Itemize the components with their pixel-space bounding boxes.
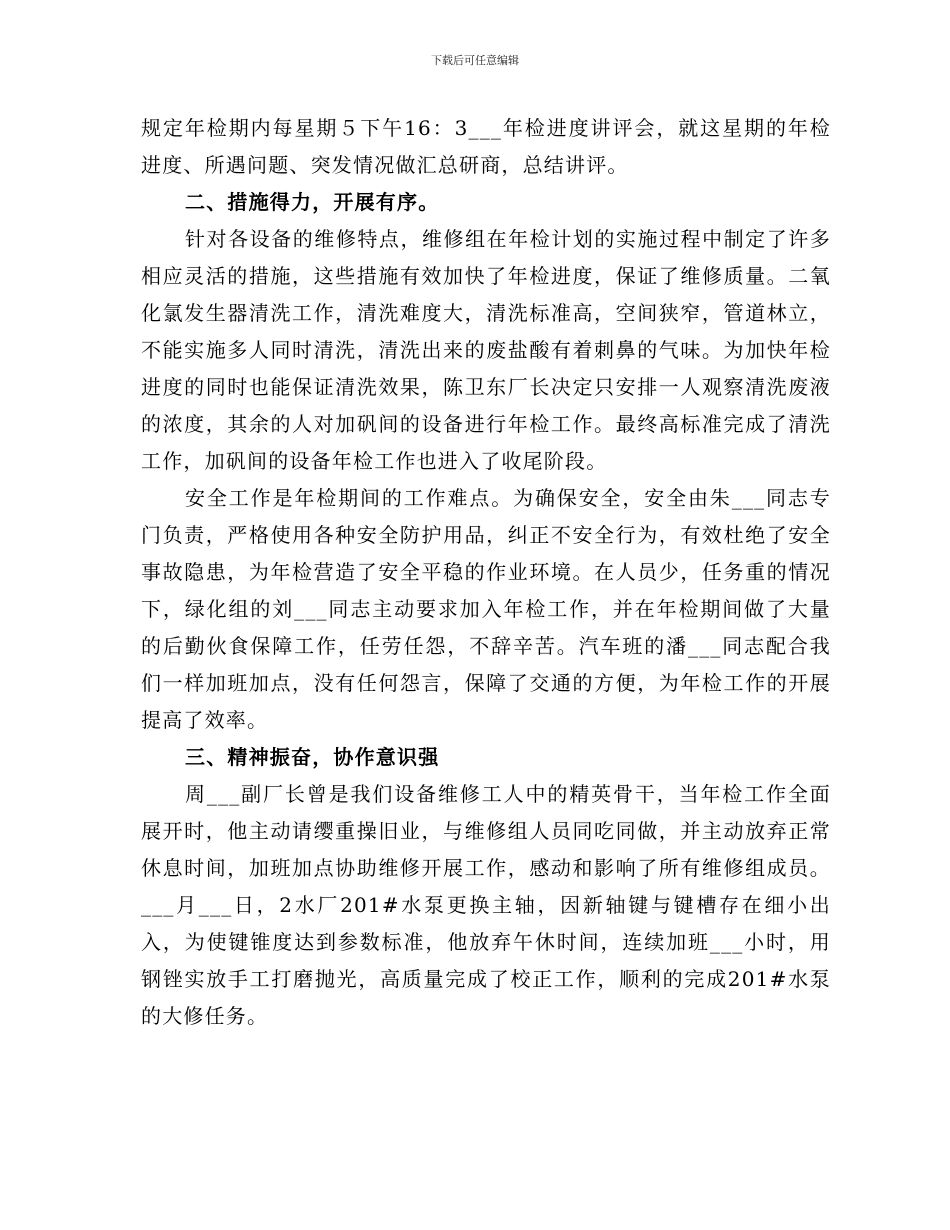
- paragraph-schedule: 规定年检期内每星期５下午16：3___年检进度讲评会，就这星期的年检进度、所遇问题、突发情况做汇总研商，总结讲评。: [141, 116, 831, 177]
- paragraph-safety: 安全工作是年检期间的工作难点。为确保安全，安全由朱___同志专门负责，严格使用各种安全防护用品，纠正不安全行为，有效杜绝了安全事故隐患，为年检营造了安全平稳的作业环境。在人员少，任务重的情况下，绿化组的刘___同志主动要求加入年检工作，并在年检期间做了大量的后勤伙食保障工作，任劳任怨，不辞辛苦。汽车班的潘___同志配合我们一样加班加点，没有任何怨言，保障了交通的方便，为年检工作的开展提高了效率。: [141, 486, 831, 732]
- paragraph-measures: 针对各设备的维修特点，维修组在年检计划的实施过程中制定了许多相应灵活的措施，这些措施有效加快了年检进度，保证了维修质量。二氧化氯发生器清洗工作，清洗难度大，清洗标准高，空间狭窄，管道林立，不能实施多人同时清洗，清洗出来的废盐酸有着刺鼻的气味。为加快年检进度的同时也能保证清洗效果，陈卫东厂长决定只安排一人观察清洗废液的浓度，其余的人对加矾间的设备进行年检工作。最终高标准完成了清洗工作，加矾间的设备年检工作也进入了收尾阶段。: [141, 227, 831, 473]
- document-body: [141, 110, 831, 1035]
- paragraph-spirit: 周___副厂长曾是我们设备维修工人中的精英骨干，当年检工作全面展开时，他主动请缨重操旧业，与维修组人员同吃同做，并主动放弃正常休息时间，加班加点协助维修开展工作，感动和影响了所有维修组成员。___月___日，2水厂201#水泵更换主轴，因新轴键与键槽存在细小出入，为使键锥度达到参数标准，他放弃午休时间，连续加班___小时，用钢锉实放手工打磨抛光，高质量完成了校正工作，顺利的完成201#水泵的大修任务。: [141, 782, 831, 1028]
- section-heading-3: 三、精神振奋，协作意识强: [185, 745, 440, 769]
- page-header: 下载后可任意编辑: [431, 54, 519, 67]
- section-heading-2: 二、措施得力，开展有序。: [185, 190, 440, 214]
